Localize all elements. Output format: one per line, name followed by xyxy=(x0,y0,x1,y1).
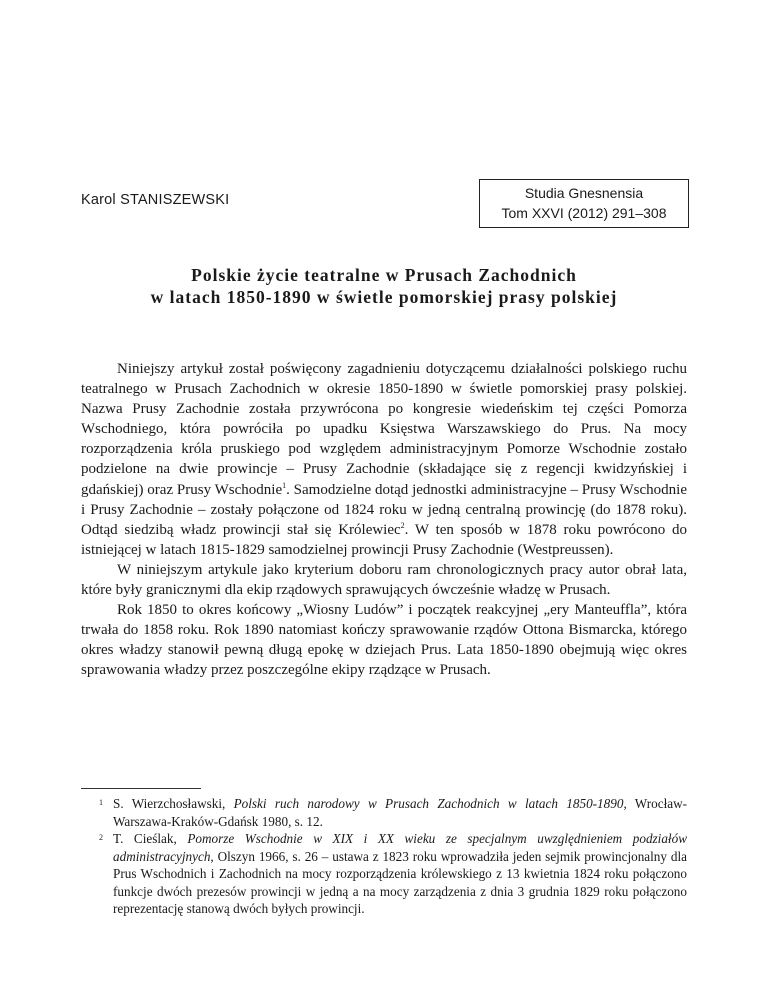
footnote-number: 1 xyxy=(99,798,103,807)
footnote-author: T. Cieślak, xyxy=(113,831,188,846)
journal-volume: Tom XXVI (2012) 291–308 xyxy=(501,205,667,221)
journal-name: Studia Gnesnensia xyxy=(524,185,644,201)
footnote-1 xyxy=(81,795,687,830)
footnote-details: , Olszyn 1966, s. 26 – ustawa z 1823 roku wprowadziła jeden sejmik prowincjonalny dla Prus Wschodnich i Zachodnich na mocy rozporządzenia królewskiego z 13 kwietnia 1824 roku połączono funkcje dwóch prezesów prowincji w jedną a na mocy zarządzenia z dnia 3 grudnia 1829 roku połączono reprezentację stanową dwóch byłych prowincji. xyxy=(113,848,687,916)
footnote-details: , Wrocław-Warszawa-Kraków-Gdańsk 1980, s. 12. xyxy=(113,796,687,829)
body-paragraph-3: Rok 1850 to okres końcowy „Wiosny Ludów” i początek reakcyjnej „ery Manteuffla”, która trwała do 1858 roku. Rok 1890 natomiast kończy sprawowanie rządów Ottona Bismarcka, którego okres władzy stanowił pewną długą epokę w dziejach Prus. Lata 1850-1890 obejmują więc okres sprawowania władzy przez poszczególne ekipy rządzące w Prusach. xyxy=(81,602,687,679)
article-title-line-2: w latach 1850-1890 w świetle pomorskiej prasy polskiej xyxy=(150,287,618,307)
footnote-number: 2 xyxy=(99,833,103,842)
footnote-ref-2: 2 xyxy=(400,520,405,530)
journal-citation-box xyxy=(479,179,689,228)
footnote-divider xyxy=(81,788,201,789)
body-paragraph-1-text-a: Niniejszy artykuł został poświęcony zagadnieniu dotyczącemu działalności polskiego ruchu teatralnego w Prusach Zachodnich w okresie 1850-1890 w świetle pomorskiej prasy polskiej. Nazwa Prusy Zachodnie została przywrócona po kongresie wiedeńskim tej części Pomorza Wschodniego, która powróciła po upadku Księstwa Warszawskiego do Prus. Na mocy rozporządzenia króla pruskiego pod względem administracyjnym Pomorze Wschodnie zostało podzielone na dwie prowincje – Prusy Zachodnie (składające się z regencji kwidzyńskiej i gdańskiej) oraz Prusy Wschodnie xyxy=(81,361,687,498)
footnote-ref-1: 1 xyxy=(282,480,287,490)
body-paragraph-1-text-c: . W ten sposób w 1878 roku powrócono do istniejącej w latach 1815-1829 samodzielnej prowincji Prusy Zachodnie (Westpreussen). xyxy=(81,521,687,558)
footnotes xyxy=(81,795,687,918)
footnote-author: S. Wierzchosławski, xyxy=(113,796,234,811)
footnote-2 xyxy=(81,830,687,918)
body-paragraph-1 xyxy=(81,359,687,560)
article-title xyxy=(60,264,708,308)
footnote-work-title: Polski ruch narodowy w Prusach Zachodnich w latach 1850-1890 xyxy=(233,796,624,811)
body-paragraph-2: W niniejszym artykule jako kryterium doboru ram chronologicznych pracy autor obrał lata, które były granicznymi dla ekip rządowych sprawujących ówcześnie władzę w Prusach. xyxy=(81,561,687,599)
body-paragraph-1-text-b: . Samodzielne dotąd jednostki administracyjne – Prusy Wschodnie i Prusy Zachodnie – zostały połączone od 1824 roku w jedną centralną prowincję (do 1878 roku). Odtąd siedzibą władz prowincji stał się Królewiec xyxy=(81,481,687,538)
article-body xyxy=(81,359,687,681)
article-title-line-1: Polskie życie teatralne w Prusach Zachodnich xyxy=(191,265,577,285)
footnote-work-title: Pomorze Wschodnie w XIX i XX wieku ze specjalnym uwzględnieniem podziałów administracyjnych xyxy=(113,831,687,864)
author-name: Karol STANISZEWSKI xyxy=(81,192,230,208)
